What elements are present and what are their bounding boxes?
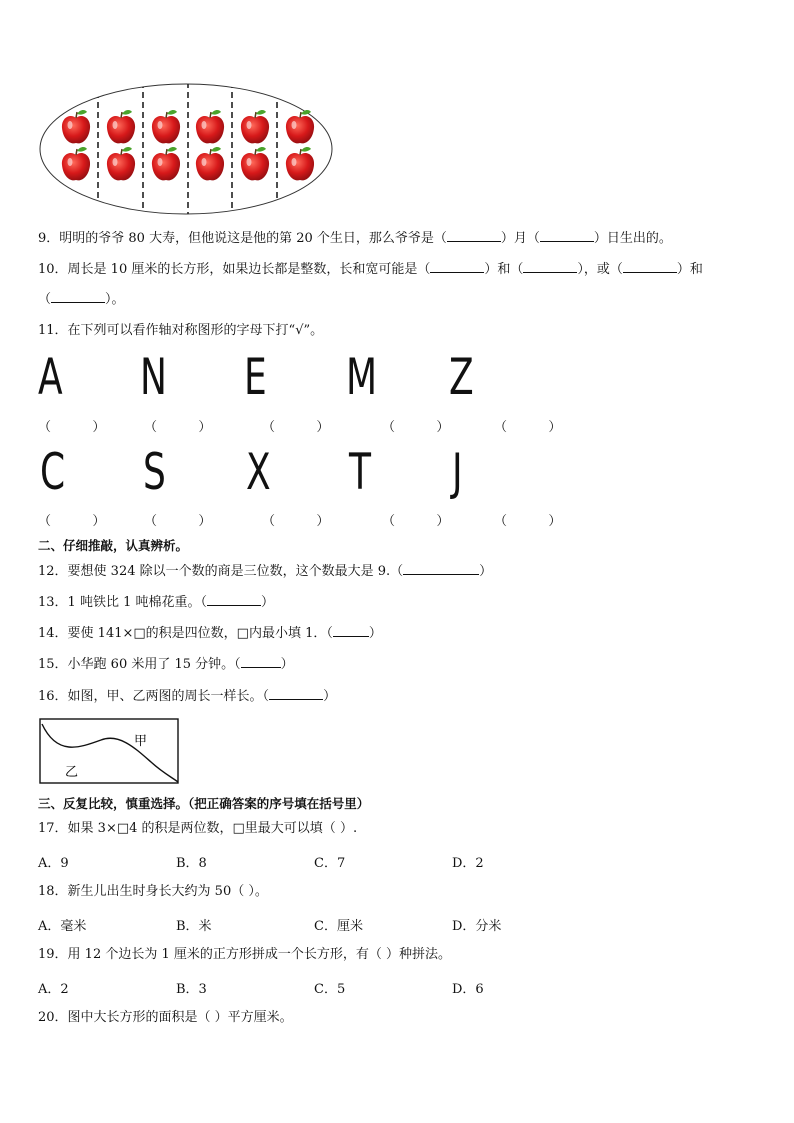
answer-paren[interactable]: （ ） xyxy=(382,514,450,529)
letter-e: E xyxy=(244,348,267,406)
question-20 xyxy=(38,1009,293,1027)
answer-blank[interactable] xyxy=(333,624,369,637)
question-text: 1 吨铁比 1 吨棉花重。（ xyxy=(67,595,207,610)
question-number: 19． xyxy=(38,947,68,962)
question-10 xyxy=(38,260,703,279)
question-12 xyxy=(38,562,492,581)
answer-paren[interactable]: （ ） xyxy=(262,514,330,529)
question-number: 14． xyxy=(38,626,68,641)
question-text: 在下列可以看作轴对称图形的字母下打“√”。 xyxy=(67,323,324,338)
option-d[interactable]: D．2 xyxy=(452,856,484,871)
question-text: ） xyxy=(280,657,294,672)
answer-paren[interactable]: （ ） xyxy=(494,420,562,435)
answer-paren[interactable]: （ ） xyxy=(38,420,106,435)
question-text: ）日生出的。 xyxy=(593,231,672,246)
question-text: 周长是 10 厘米的长方形，如果边长都是整数，长和宽可能是（ xyxy=(67,262,431,277)
question-number: 13． xyxy=(38,595,68,610)
answer-paren[interactable]: （ ） xyxy=(382,420,450,435)
question-text: ）。 xyxy=(105,292,125,307)
question-text: 如果 3×□4 的积是两位数，□里最大可以填（ ）. xyxy=(67,821,358,836)
question-19 xyxy=(38,946,451,964)
dividing-curve xyxy=(42,724,178,782)
letter-j: J xyxy=(452,443,463,501)
answer-blank[interactable] xyxy=(207,593,261,606)
letter-z: Z xyxy=(449,348,474,406)
question-17 xyxy=(38,820,357,838)
question-text: ） xyxy=(479,564,493,579)
answer-blank[interactable] xyxy=(540,229,594,242)
question-13 xyxy=(38,593,274,612)
question-text: ） xyxy=(261,595,275,610)
outer-rectangle xyxy=(40,719,178,783)
question-text: ） xyxy=(368,626,382,641)
answer-paren[interactable]: （ ） xyxy=(38,514,106,529)
letter-x: X xyxy=(246,443,271,501)
answer-blank[interactable] xyxy=(623,260,677,273)
letter-s: S xyxy=(143,443,166,501)
answer-blank[interactable] xyxy=(447,229,501,242)
answer-paren[interactable]: （ ） xyxy=(144,514,212,529)
option-d[interactable]: D．分米 xyxy=(452,919,502,934)
option-b[interactable]: B．8 xyxy=(176,856,207,871)
letter-c: C xyxy=(40,443,66,501)
option-d[interactable]: D．6 xyxy=(452,982,484,997)
question-number: 17． xyxy=(38,821,68,836)
question-text: 要使 141×□的积是四位数，□内最小填 1．（ xyxy=(67,626,333,641)
answer-blank[interactable] xyxy=(403,562,479,575)
question-text: （ xyxy=(38,292,52,307)
question-11 xyxy=(38,322,323,340)
letter-n: N xyxy=(140,348,167,406)
answer-blank[interactable] xyxy=(51,290,105,303)
label-yi: 乙 xyxy=(65,765,79,780)
answer-blank[interactable] xyxy=(269,687,323,700)
question-text: ）和 xyxy=(676,262,703,277)
question-text: 新生儿出生时身长大约为 50（ ）。 xyxy=(67,884,268,899)
question-text: ）和（ xyxy=(484,262,524,277)
question-number: 20． xyxy=(38,1010,68,1025)
letter-m: M xyxy=(346,348,378,406)
question-text: 要想使 324 除以一个数的商是三位数，这个数最大是 9.（ xyxy=(67,564,404,579)
question-number: 16． xyxy=(38,689,68,704)
answer-paren[interactable]: （ ） xyxy=(262,420,330,435)
answer-paren[interactable]: （ ） xyxy=(144,420,212,435)
option-c[interactable]: C．7 xyxy=(314,856,346,871)
section-2-heading: 二、仔细推敲，认真辨析。 xyxy=(38,538,189,553)
question-text: ） xyxy=(323,689,337,704)
option-b[interactable]: B．3 xyxy=(176,982,207,997)
question-number: 9． xyxy=(38,231,60,246)
option-a[interactable]: A．9 xyxy=(38,856,69,871)
question-18 xyxy=(38,883,268,901)
question-text: 用 12 个边长为 1 厘米的正方形拼成一个长方形，有（ ）种拼法。 xyxy=(67,947,452,962)
question-number: 18． xyxy=(38,884,68,899)
answer-paren[interactable]: （ ） xyxy=(494,514,562,529)
question-10-line2 xyxy=(38,290,125,309)
question-16 xyxy=(38,687,336,706)
option-c[interactable]: C．厘米 xyxy=(314,919,363,934)
question-9 xyxy=(38,229,672,248)
option-a[interactable]: A．2 xyxy=(38,982,69,997)
section-3-heading: 三、反复比较，慎重选择。（把正确答案的序号填在括号里） xyxy=(38,796,370,811)
question-number: 12． xyxy=(38,564,68,579)
option-b[interactable]: B．米 xyxy=(176,919,212,934)
question-14 xyxy=(38,624,382,643)
answer-blank[interactable] xyxy=(430,260,484,273)
question-number: 11． xyxy=(38,323,68,338)
letter-t: T xyxy=(349,443,371,501)
question-15 xyxy=(38,655,294,674)
perimeter-figure xyxy=(39,718,180,785)
option-c[interactable]: C．5 xyxy=(314,982,346,997)
question-number: 15． xyxy=(38,657,68,672)
answer-blank[interactable] xyxy=(241,655,281,668)
option-a[interactable]: A．毫米 xyxy=(38,919,87,934)
question-number: 10． xyxy=(38,262,68,277)
question-text: ），或（ xyxy=(577,262,623,277)
letter-a: A xyxy=(38,348,63,406)
label-jia: 甲 xyxy=(134,734,148,749)
question-text: 图中大长方形的面积是（ ）平方厘米。 xyxy=(67,1010,293,1025)
question-text: 明明的爷爷 80 大寿，但他说这是他的第 20 个生日，那么爷爷是（ xyxy=(59,231,447,246)
apple-groups-figure xyxy=(38,82,334,218)
question-text: ）月（ xyxy=(500,231,540,246)
question-text: 小华跑 60 米用了 15 分钟。（ xyxy=(67,657,241,672)
answer-blank[interactable] xyxy=(523,260,577,273)
question-text: 如图，甲、乙两图的周长一样长。（ xyxy=(67,689,270,704)
